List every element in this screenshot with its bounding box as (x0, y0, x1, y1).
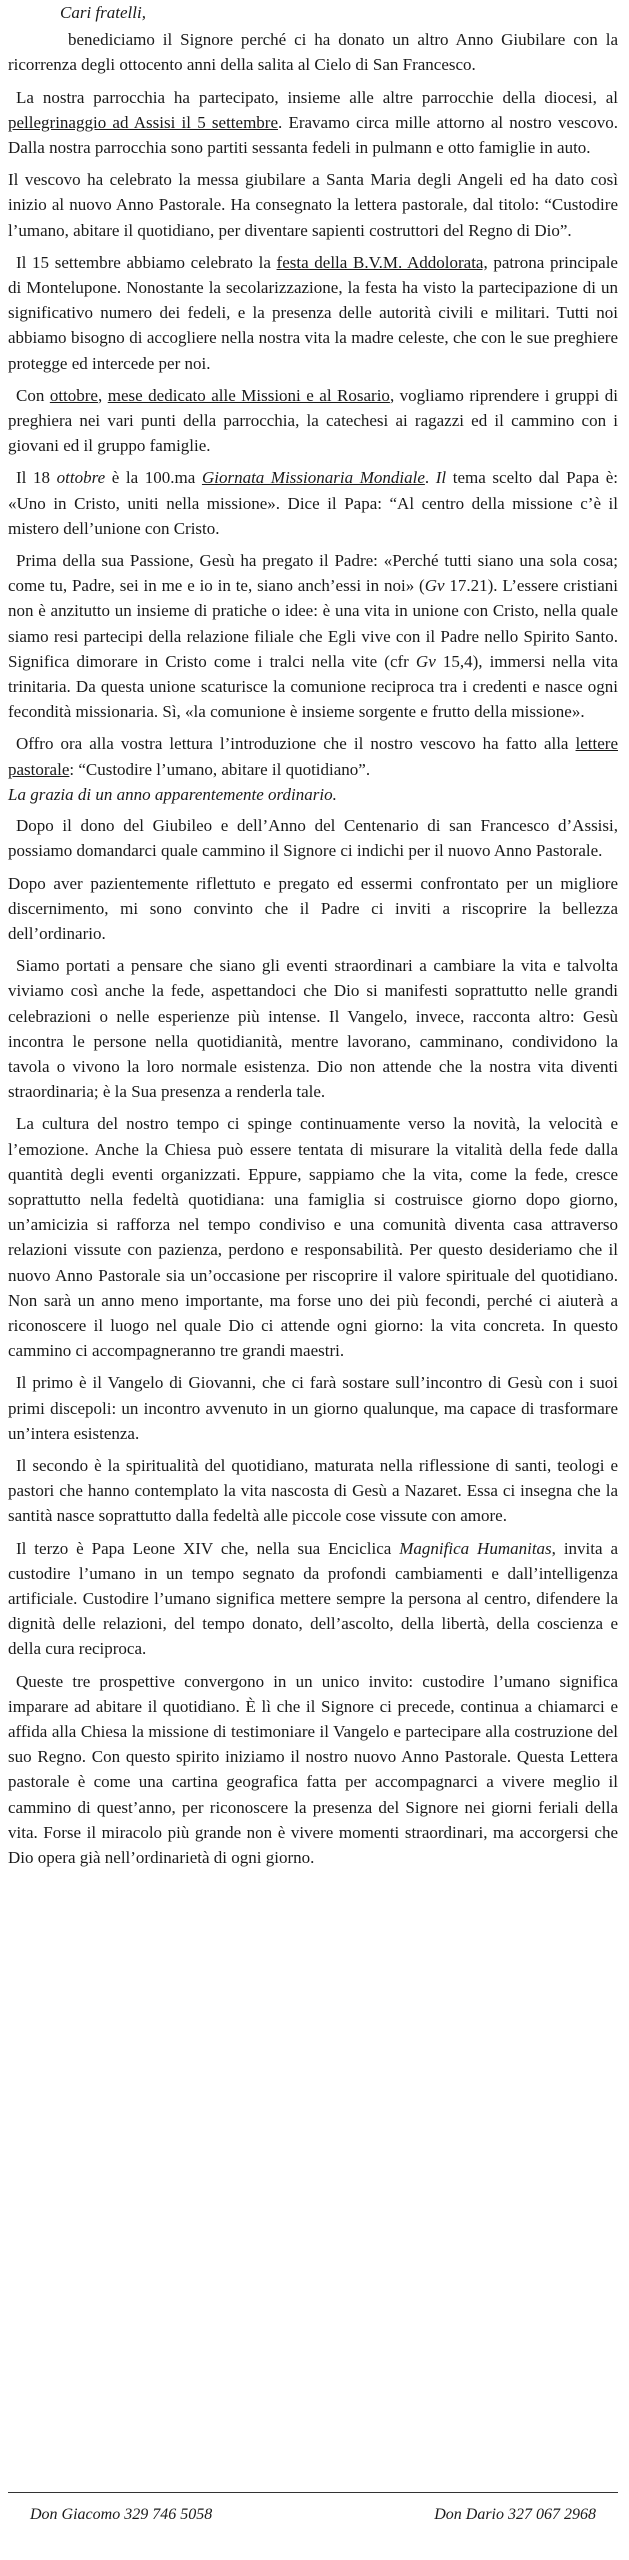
text: : “Custodire l’umano, abitare il quotidiano”. (69, 759, 371, 779)
text: 15,4), immersi nella vita trinitaria. Da questa unione scaturisce la comunione reciproca tra i credenti e nasce ogni fecondità missionaria. Sì, «la comunione è insieme sorgente e frutto della missione». (8, 651, 619, 722)
october-underlined: ottobre (49, 385, 98, 405)
text: 17.21). L’essere cristiani non è anzitutto un insieme di pratiche o idee: è una vita in unione con Cristo, nella quale siamo resi partecipi della relazione filiale che Egli vive con il Padre nello Spirito Santo. Significa dimorare in Cristo come i tralci nella vite (cfr (8, 576, 619, 671)
paragraph-feast (8, 250, 618, 376)
paragraph-discernment: Dopo aver pazientemente riflettuto e pregato ed essermi confrontato per un migliore discernimento, mi sono convinto che il Padre ci inviti a riscoprire la bellezza dell’ordinario. (8, 873, 618, 943)
paragraph-third-master (8, 1536, 618, 1662)
text: Il 15 settembre abbiamo celebrato la (16, 252, 277, 272)
encyclical-title: Magnifica Humanitas (399, 1538, 552, 1558)
salutation: Cari fratelli, (60, 3, 146, 22)
text-italic: Il (435, 468, 447, 488)
text: Prima della sua Passione, Gesù ha pregato il Padre: «Perché tutti siano una sola cosa; come tu, Padre, sei in me e io in te, siano anch’essi in noi» ( (8, 551, 618, 596)
contact-left: Don Giacomo 329 746 5058 (30, 2506, 213, 2523)
paragraph-bishop-mass: Il vescovo ha celebrato la messa giubilare a Santa Maria degli Angeli ed ha dato così inizio al nuovo Anno Pastorale. Ha consegnato la lettera pastorale, dal titolo: “Custodire l’umano, abitare il quotidiano, per diventare sapienti costruttori del Regno di Dio”. (8, 170, 618, 240)
paragraph-mission-day (8, 465, 618, 541)
paragraph-conclusion: Queste tre prospettive convergono in un unico invito: custodire l’umano significa imparare ad abitare il quotidiano. È lì che il Signore ci precede, continua a chiamarci e affida alla Chiesa la missione di testimoniare il Vangelo e partecipare alla costruzione del suo Regno. Con questo spirito iniziamo il nostro nuovo Anno Pastorale. Questa Lettera pastorale è come una cartina geografica fatta per accompagnarci a vivere meglio il cammino di quest’anno, per riconoscere la presenza del Signore nei giorni feriali della vita. Forse il miracolo più grande non è vivere momenti straordinari, ma accorgersi che Dio opera già nell’ordinarietà di ogni giorno. (8, 1671, 618, 1868)
text: La nostra parrocchia ha partecipato, insieme alle altre parrocchie della diocesi, al (16, 87, 618, 107)
paragraph-pilgrimage (8, 85, 618, 161)
month-italic: ottobre (56, 468, 106, 488)
paragraph-after-jubilee: Dopo il dono del Giubileo e dell’Anno del Centenario di san Francesco d’Assisi, possiamo domandarci quale cammino il Signore ci indichi per il nuovo Anno Pastorale. (8, 816, 618, 861)
paragraph-first-master: Il primo è il Vangelo di Giovanni, che ci farà sostare sull’incontro di Gesù con i suoi primi discepoli: un incontro avvenuto in un giorno qualunque, ma capace di trasformare un’intera esistenza. (8, 1373, 618, 1443)
text: Il terzo è Papa Leone XIV che, nella sua Enciclica (16, 1538, 400, 1558)
paragraph-opening: benediciamo il Signore perché ci ha donato un altro Anno Giubilare con la ricorrenza degli ottocento anni della salita al Cielo di San Francesco. (8, 30, 618, 75)
text: è la 100.ma (105, 468, 202, 488)
text: tema scelto dal Papa è: «Uno in Cristo, uniti nella missione». Dice il Papa: “Al centro della missione c’è il mistero dell’unione con Cristo. (8, 468, 619, 538)
text: Offro ora alla vostra lettura l’introduzione che il nostro vescovo ha fatto alla (16, 734, 576, 754)
paragraph-ordinary: Siamo portati a pensare che siano gli eventi straordinari a cambiare la vita e talvolta viviamo così anche la fede, aspettandoci che Dio si manifesti soprattutto nelle grandi celebrazioni o nelle esperienze più intense. Il Vangelo, invece, racconta altro: Gesù incontra le persone nella quotidianità, mentre lavorano, camminano, condividono la tavola o vivono la loro normale esistenza. Dio non attende che la nostra vita diventi straordinaria; è la Sua presenza a renderla tale. (8, 956, 618, 1102)
text: . Eravamo circa mille attorno al nostro vescovo. Dalla nostra parrocchia sono partiti sessanta fedeli in pulmann e otto famiglie in auto. (8, 112, 618, 158)
gospel-ref: Gv (415, 651, 436, 671)
footer-contacts (8, 2502, 618, 2527)
text: Con (16, 385, 50, 405)
text: , vogliamo riprendere i gruppi di preghiera nei vari punti della parrocchia, la catechesi ai ragazzi ed il cammino con i giovani ed il gruppo famiglie. (8, 385, 619, 456)
text: . (424, 468, 436, 488)
text: Il 18 (16, 468, 57, 488)
paragraph-prayer-unity (8, 548, 618, 724)
paragraph-culture: La cultura del nostro tempo ci spinge continuamente verso la novità, la velocità e l’emozione. Anche la Chiesa può essere tentata di misurare la vitalità della fede dalla quantità degli eventi organizzati. Eppure, sappiamo che la vita, come la fede, cresce soprattutto nella fedeltà quotidiana: una famiglia si costruisce giorno dopo giorno, un’amicizia si rafforza nel tempo condiviso e una comunità diventa casa attraverso relazioni vissute con pazienza, perdono e responsabilità. Per questo desideriamo che il nuovo Anno Pastorale sia un’occasione per riscoprire il valore spirituale del quotidiano. Non sarà un anno meno importante, ma forse uno dei più fecondi, perché ci aiuterà a riconoscere il luogo nel quale Dio ci attende ogni giorno: la vita concreta. In questo cammino ci accompagneranno tre grandi maestri. (8, 1114, 618, 1361)
text: , (97, 385, 108, 405)
gospel-ref: Gv (424, 576, 445, 596)
feast-underlined: festa della B.V.M. Addolorata, (276, 252, 488, 272)
text: patrona principale di Montelupone. Nonostante la secolarizzazione, la festa ha visto la partecipazione di un significativo numero dei fedeli, e la presenza delle autorità civili e militari. Tutti noi abbiamo bisogno di accogliere nella nostra vita la madre celeste, che con le sue preghiere protegge ed intercede per noi. (8, 252, 618, 373)
mission-day-underlined: Giornata Missionaria Mondiale (201, 468, 425, 488)
missions-month-underlined: mese dedicato alle Missioni e al Rosario (107, 385, 390, 405)
section-subtitle: La grazia di un anno apparentemente ordinario. (8, 784, 337, 804)
pastoral-letter-underlined: lettere pastorale (8, 734, 618, 779)
footer-divider (8, 2492, 618, 2493)
text: , invita a custodire l’umano in un tempo segnato da profondi cambiamenti e dall’intelligenza artificiale. Custodire l’umano significa mettere sempre la persona al centro, difendere la dignità delle relazioni, del tempo donato, dell’ascolto, della libertà, della coscienza e della cura reciproca. (8, 1538, 618, 1659)
paragraph-pastoral-letter (8, 731, 618, 781)
paragraph-second-master: Il secondo è la spiritualità del quotidiano, maturata nella riflessione di santi, teologi e pastori che hanno contemplato la vita nascosta di Gesù a Nazaret. Essa ci insegna che la santità nasce soprattutto dalla fedeltà alle piccole cose vissute con amore. (8, 1455, 618, 1526)
paragraph-october (8, 383, 618, 459)
pilgrimage-underlined: pellegrinaggio ad Assisi il 5 settembre (8, 112, 278, 132)
contact-right: Don Dario 327 067 2968 (434, 2506, 596, 2523)
letter-body (8, 0, 618, 1877)
